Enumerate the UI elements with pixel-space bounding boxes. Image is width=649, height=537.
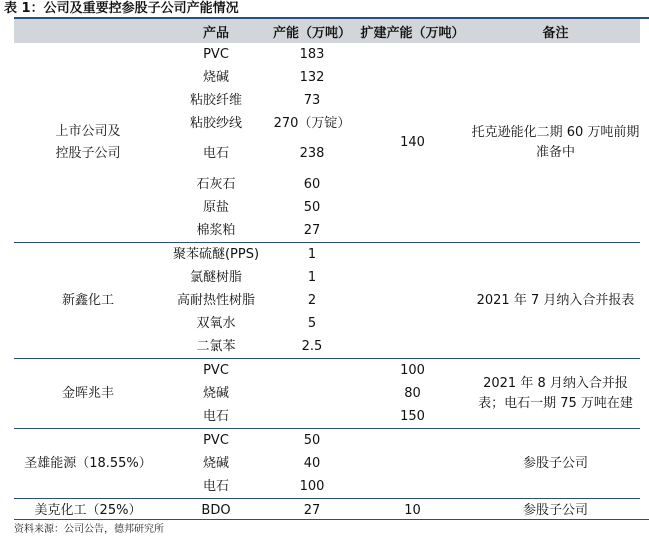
source-footnote: 资料来源：公司公告，德邦研究所 [14, 524, 164, 535]
expansion-cell: 10 [354, 499, 471, 523]
expansion-cell: 100 [354, 359, 471, 383]
expansion-cell [354, 243, 471, 359]
product-cell: PVC [162, 359, 270, 383]
product-cell: 石灰石 [196, 176, 236, 192]
note-cell: 参股子公司 [471, 429, 640, 499]
note-cell: 2021 年 8 月纳入合并报表；电石一期 75 万吨在建 [471, 359, 640, 429]
product-cell: BDO [162, 499, 270, 523]
capacity-cell: 1 [270, 243, 354, 267]
product-cell: 烧碱 [202, 69, 229, 85]
capacity-cell: 50 [303, 199, 321, 215]
capacity-cell: 2 [307, 292, 317, 308]
table-title [4, 1, 239, 17]
header-expansion: 扩建产能（万吨） [354, 19, 471, 43]
header-note: 备注 [471, 19, 640, 43]
capacity-cell: 1 [307, 269, 317, 285]
note-cell: 参股子公司 [471, 499, 640, 523]
header-company [14, 19, 162, 43]
product-cell: 粘胶纱线 [189, 115, 242, 131]
product-cell: 高耐热性树脂 [176, 292, 255, 308]
product-cell: 电石 [202, 408, 229, 424]
company-cell: 美克化工（25%） [14, 499, 162, 523]
product-cell: 粘胶纤维 [189, 92, 242, 108]
capacity-cell [270, 359, 354, 383]
product-cell: 原盐 [202, 199, 229, 215]
expansion-cell [354, 429, 471, 499]
capacity-cell: 27 [270, 499, 354, 523]
note-cell: 托克逊能化二期 60 万吨前期准备中 [471, 124, 640, 160]
product-cell: 氯醚树脂 [189, 269, 242, 285]
bottom-rule [14, 519, 649, 520]
product-cell: 电石 [202, 146, 229, 161]
table-row [14, 43, 640, 66]
expansion-cell: 150 [400, 408, 425, 424]
expansion-cell: 140 [400, 134, 425, 150]
table-row [14, 243, 640, 267]
table-label: 表 1： [4, 1, 44, 16]
capacity-cell: 40 [303, 455, 321, 471]
header-product: 产品 [162, 19, 270, 43]
table-row [14, 429, 640, 453]
capacity-cell: 5 [307, 315, 317, 331]
capacity-cell: 238 [299, 146, 325, 161]
capacity-cell: 27 [303, 222, 321, 238]
product-cell: 烧碱 [202, 385, 229, 401]
company-cell: 新鑫化工 [14, 243, 162, 359]
table-title-text: 公司及重要控参股子公司产能情况 [43, 1, 239, 16]
product-cell: 电石 [202, 478, 229, 494]
capacity-cell: 50 [270, 429, 354, 453]
capacity-cell: 2.5 [301, 338, 323, 354]
capacity-cell: 132 [299, 69, 325, 85]
table-row [14, 359, 640, 383]
product-cell: 聚苯硫醚(PPS) [162, 243, 270, 267]
product-cell: PVC [162, 429, 270, 453]
capacity-cell: 73 [303, 92, 321, 108]
note-cell: 2021 年 7 月纳入合并报表 [471, 243, 640, 359]
capacity-cell: 270（万锭） [273, 115, 351, 131]
capacity-cell: 60 [303, 176, 321, 192]
capacity-cell: 100 [299, 478, 325, 494]
product-cell: 双氧水 [196, 315, 236, 331]
capacity-table [14, 19, 640, 522]
capacity-cell [270, 405, 354, 429]
expansion-cell: 80 [404, 385, 421, 401]
capacity-cell [270, 382, 354, 405]
header-capacity: 产能（万吨） [270, 19, 354, 43]
company-cell: 上市公司及 控股子公司 [55, 123, 121, 161]
product-cell: 二氯苯 [196, 338, 236, 354]
product-cell: PVC [203, 46, 229, 62]
company-cell: 圣雄能源（18.55%） [14, 429, 162, 499]
capacity-cell: 183 [299, 46, 325, 62]
product-cell: 烧碱 [202, 455, 229, 471]
company-cell: 金晖兆丰 [14, 359, 162, 429]
header-row [14, 19, 640, 43]
product-cell: 棉浆粕 [196, 222, 236, 238]
